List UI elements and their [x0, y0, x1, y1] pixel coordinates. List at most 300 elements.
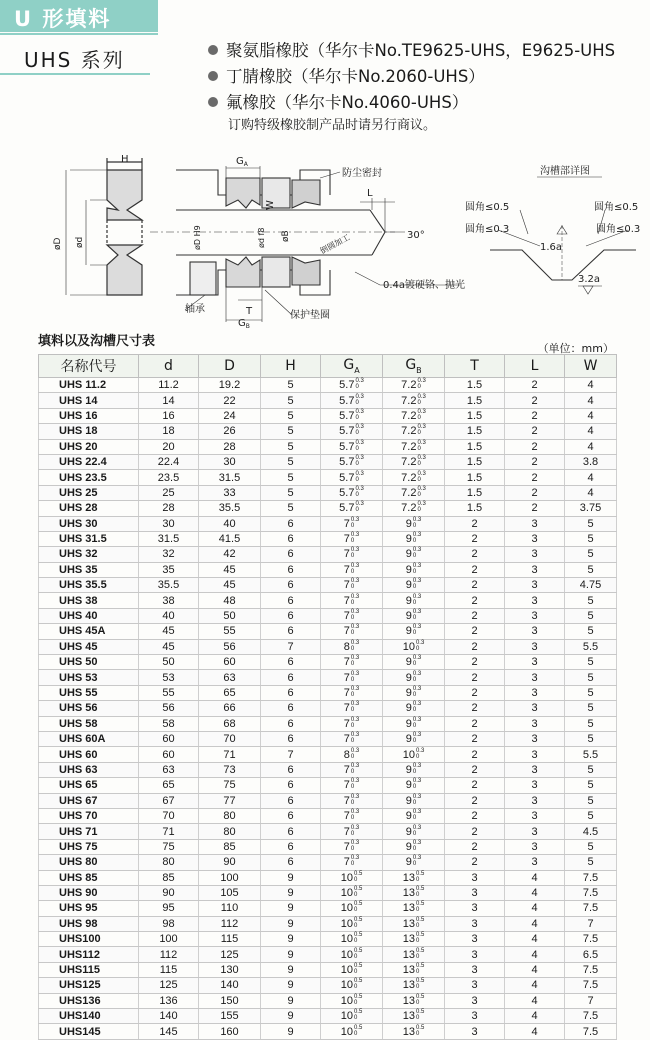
table-cell: 3: [505, 670, 565, 685]
table-cell: 1.5: [445, 378, 505, 393]
table-cell: 24: [199, 408, 261, 423]
table-row: [39, 701, 617, 716]
table-cell: 1.5: [445, 439, 505, 454]
table-cell: 13 0.5 0: [383, 993, 445, 1008]
table-cell: 45: [139, 624, 199, 639]
dim-T: T: [246, 306, 253, 317]
table-cell: 5: [565, 547, 617, 562]
table-cell: 6: [261, 855, 321, 870]
table-row: [39, 655, 617, 670]
table-cell: 3: [445, 916, 505, 931]
table-cell: 60: [139, 731, 199, 746]
table-cell: 7.2 0.3 0: [383, 378, 445, 393]
table-cell: 45: [199, 562, 261, 577]
table-cell: 7.2 0.3 0: [383, 439, 445, 454]
table-cell: 22.4: [139, 454, 199, 469]
table-cell: 3: [505, 655, 565, 670]
table-cell: UHS140: [39, 1009, 139, 1024]
table-cell: 16: [139, 408, 199, 423]
label-angle: 30°: [407, 230, 425, 241]
table-cell: 7 0.3 0: [321, 824, 383, 839]
table-cell: 4: [505, 916, 565, 931]
table-cell: 4: [505, 870, 565, 885]
table-header-row: [39, 355, 617, 378]
table-cell: 3: [505, 808, 565, 823]
dim-GA: $G_A$: [236, 156, 248, 168]
table-cell: 38: [139, 593, 199, 608]
table-cell: 48: [199, 593, 261, 608]
technical-drawing: [0, 150, 650, 330]
table-cell: 2: [445, 593, 505, 608]
table-cell: 3: [505, 731, 565, 746]
dim-phiD: øD: [53, 237, 63, 250]
table-cell: 9 0.3 0: [383, 578, 445, 593]
table-cell: 4: [565, 424, 617, 439]
label-dust-seal: 防尘密封: [342, 168, 382, 179]
table-cell: 1.5: [445, 454, 505, 469]
table-cell: 5.7 0.3 0: [321, 408, 383, 423]
table-cell: 5.7 0.3 0: [321, 454, 383, 469]
table-cell: 2: [445, 731, 505, 746]
column-header: T: [445, 355, 505, 378]
table-cell: 22: [199, 393, 261, 408]
table-cell: 2: [445, 808, 505, 823]
table-cell: 10 0.5 0: [321, 962, 383, 977]
table-cell: 68: [199, 716, 261, 731]
table-cell: 3: [505, 578, 565, 593]
table-cell: 80: [199, 808, 261, 823]
table-cell: 13 0.5 0: [383, 885, 445, 900]
table-cell: 2: [445, 747, 505, 762]
table-cell: 10 0.5 0: [321, 993, 383, 1008]
table-cell: 9: [261, 916, 321, 931]
table-cell: UHS 23.5: [39, 470, 139, 485]
table-cell: UHS 55: [39, 685, 139, 700]
table-cell: 2: [445, 685, 505, 700]
table-cell: 3: [445, 978, 505, 993]
seal-cross-section: [66, 158, 142, 295]
table-cell: 4: [505, 1024, 565, 1039]
table-cell: 5: [565, 778, 617, 793]
table-cell: 9 0.3 0: [383, 778, 445, 793]
table-row: [39, 593, 617, 608]
table-cell: 130: [199, 962, 261, 977]
table-cell: 28: [199, 439, 261, 454]
table-cell: 100: [199, 870, 261, 885]
table-cell: 63: [139, 762, 199, 777]
material-item: 丁腈橡胶（华尔卡No.2060-UHS）: [208, 64, 650, 90]
table-cell: 10 0.5 0: [321, 901, 383, 916]
table-row: [39, 793, 617, 808]
table-cell: UHS 71: [39, 824, 139, 839]
table-cell: 3: [505, 639, 565, 654]
table-cell: UHS100: [39, 932, 139, 947]
table-cell: UHS 63: [39, 762, 139, 777]
table-cell: 7.5: [565, 932, 617, 947]
table-cell: 6: [261, 716, 321, 731]
table-cell: 9 0.3 0: [383, 670, 445, 685]
table-cell: 19.2: [199, 378, 261, 393]
table-cell: 35.5: [199, 501, 261, 516]
table-cell: 70: [139, 808, 199, 823]
table-cell: 9: [261, 932, 321, 947]
table-cell: 7.5: [565, 1024, 617, 1039]
table-cell: 7.2 0.3 0: [383, 408, 445, 423]
table-cell: UHS 32: [39, 547, 139, 562]
table-cell: 10 0.5 0: [321, 978, 383, 993]
label-groove-detail: 沟槽部详图: [540, 166, 590, 177]
table-cell: 2: [445, 839, 505, 854]
label-r03-left: 圆角≤0.3: [465, 224, 510, 235]
table-row: [39, 639, 617, 654]
label-backup-ring: 保护垫圈: [290, 310, 330, 321]
table-cell: UHS 35: [39, 562, 139, 577]
table-cell: 56: [199, 639, 261, 654]
section-tag: [0, 0, 158, 32]
table-cell: 7.2 0.3 0: [383, 454, 445, 469]
column-header: $G_B$: [383, 355, 445, 378]
dimension-table: [38, 354, 617, 1040]
table-row: [39, 1024, 617, 1039]
table-cell: 5: [565, 655, 617, 670]
table-cell: 2: [505, 501, 565, 516]
table-cell: 5.7 0.3 0: [321, 424, 383, 439]
table-cell: 2: [505, 378, 565, 393]
table-cell: 2: [445, 670, 505, 685]
table-cell: 5.5: [565, 639, 617, 654]
table-cell: 85: [139, 870, 199, 885]
table-cell: 3: [445, 870, 505, 885]
table-cell: 2: [445, 516, 505, 531]
table-cell: 7 0.3 0: [321, 762, 383, 777]
table-cell: 42: [199, 547, 261, 562]
table-cell: 10 0.3 0: [383, 639, 445, 654]
table-cell: 6: [261, 701, 321, 716]
table-row: [39, 562, 617, 577]
table-cell: 2: [445, 562, 505, 577]
table-cell: 9 0.3 0: [383, 824, 445, 839]
table-cell: 50: [139, 655, 199, 670]
table-cell: UHS 56: [39, 701, 139, 716]
table-cell: 7 0.3 0: [321, 778, 383, 793]
table-row: [39, 624, 617, 639]
table-cell: UHS 90: [39, 885, 139, 900]
groove-detail: [490, 177, 639, 294]
label-plating: 0.4a镀硬铬、抛光: [383, 280, 466, 291]
table-cell: 9 0.3 0: [383, 655, 445, 670]
table-cell: 2: [445, 547, 505, 562]
table-cell: 110: [199, 901, 261, 916]
table-cell: 28: [139, 501, 199, 516]
table-cell: 5.7 0.3 0: [321, 485, 383, 500]
table-cell: 5: [261, 378, 321, 393]
divider: [0, 73, 150, 75]
table-cell: 2: [505, 485, 565, 500]
table-cell: 30: [199, 454, 261, 469]
table-cell: 65: [199, 685, 261, 700]
table-cell: 5: [565, 624, 617, 639]
table-cell: 60: [199, 655, 261, 670]
table-cell: 5: [261, 470, 321, 485]
table-cell: 3: [445, 962, 505, 977]
table-title: 填料以及沟槽尺寸表: [38, 334, 156, 349]
table-cell: UHS 67: [39, 793, 139, 808]
table-cell: 50: [199, 608, 261, 623]
table-cell: 9 0.3 0: [383, 716, 445, 731]
table-cell: 3: [445, 885, 505, 900]
table-row: [39, 608, 617, 623]
table-cell: 2: [445, 855, 505, 870]
table-cell: 70: [199, 731, 261, 746]
label-chamfer: 倒圆加工: [318, 232, 352, 256]
table-cell: 9 0.3 0: [383, 793, 445, 808]
table-cell: 125: [199, 947, 261, 962]
table-cell: 3: [445, 932, 505, 947]
table-cell: 7.5: [565, 885, 617, 900]
table-cell: UHS 14: [39, 393, 139, 408]
table-cell: UHS 28: [39, 501, 139, 516]
table-cell: UHS 40: [39, 608, 139, 623]
table-cell: 10 0.5 0: [321, 870, 383, 885]
table-cell: 4: [565, 485, 617, 500]
table-row: [39, 839, 617, 854]
label-roughness-2: 3.2a: [578, 274, 601, 285]
table-cell: 5: [261, 485, 321, 500]
table-cell: 7 0.3 0: [321, 731, 383, 746]
label-r05-left: 圆角≤0.5: [465, 202, 510, 213]
bullet-icon: [208, 71, 218, 81]
table-cell: 4: [565, 378, 617, 393]
table-cell: 20: [139, 439, 199, 454]
table-cell: 3: [505, 562, 565, 577]
table-cell: 13 0.5 0: [383, 1024, 445, 1039]
table-cell: 14: [139, 393, 199, 408]
table-row: [39, 762, 617, 777]
table-cell: 6: [261, 624, 321, 639]
table-cell: 80: [199, 824, 261, 839]
table-cell: UHS 25: [39, 485, 139, 500]
table-cell: 2: [445, 639, 505, 654]
table-cell: 3: [505, 516, 565, 531]
table-cell: 6: [261, 670, 321, 685]
table-cell: 9: [261, 870, 321, 885]
table-cell: 13 0.5 0: [383, 916, 445, 931]
table-cell: 85: [199, 839, 261, 854]
table-cell: 4: [505, 947, 565, 962]
dim-H: H: [121, 154, 129, 165]
table-cell: 3: [505, 855, 565, 870]
table-cell: 115: [139, 962, 199, 977]
table-cell: 5: [565, 808, 617, 823]
dim-L: L: [367, 188, 373, 199]
table-cell: 7 0.3 0: [321, 593, 383, 608]
table-cell: 63: [199, 670, 261, 685]
column-header: W: [565, 355, 617, 378]
table-cell: 5: [565, 670, 617, 685]
table-cell: 6.5: [565, 947, 617, 962]
table-cell: 10 0.5 0: [321, 947, 383, 962]
table-cell: 35: [139, 562, 199, 577]
table-cell: 3: [505, 716, 565, 731]
table-cell: 9: [261, 1009, 321, 1024]
table-row: [39, 901, 617, 916]
table-row: [39, 916, 617, 931]
table-cell: UHS136: [39, 993, 139, 1008]
table-cell: 7 0.3 0: [321, 716, 383, 731]
table-cell: 6: [261, 793, 321, 808]
divider: [0, 33, 158, 35]
table-cell: 5.7 0.3 0: [321, 439, 383, 454]
table-row: [39, 578, 617, 593]
table-cell: 4: [565, 470, 617, 485]
label-roughness-1: 1.6a: [540, 242, 563, 253]
table-cell: UHS 58: [39, 716, 139, 731]
table-cell: 6: [261, 608, 321, 623]
table-cell: 13 0.5 0: [383, 932, 445, 947]
table-cell: 5: [565, 839, 617, 854]
table-cell: 4.75: [565, 578, 617, 593]
table-cell: UHS 53: [39, 670, 139, 685]
table-cell: 7 0.3 0: [321, 562, 383, 577]
table-cell: 4: [565, 408, 617, 423]
column-header: H: [261, 355, 321, 378]
table-row: [39, 408, 617, 423]
table-cell: 155: [199, 1009, 261, 1024]
table-cell: 4: [505, 901, 565, 916]
table-cell: 7.2 0.3 0: [383, 485, 445, 500]
table-cell: UHS 35.5: [39, 578, 139, 593]
table-cell: 35.5: [139, 578, 199, 593]
column-header: D: [199, 355, 261, 378]
table-cell: 3: [445, 1024, 505, 1039]
table-cell: UHS 75: [39, 839, 139, 854]
table-cell: UHS 65: [39, 778, 139, 793]
table-cell: 6: [261, 578, 321, 593]
table-cell: 10 0.5 0: [321, 916, 383, 931]
table-cell: 2: [445, 531, 505, 546]
table-cell: 2: [505, 454, 565, 469]
table-cell: 4: [565, 393, 617, 408]
table-cell: 9: [261, 993, 321, 1008]
table-cell: 112: [139, 947, 199, 962]
table-cell: 6: [261, 839, 321, 854]
table-cell: 55: [199, 624, 261, 639]
table-cell: 2: [505, 470, 565, 485]
table-row: [39, 1009, 617, 1024]
table-row: [39, 885, 617, 900]
table-cell: 25: [139, 485, 199, 500]
table-cell: 41.5: [199, 531, 261, 546]
table-cell: 6: [261, 655, 321, 670]
table-cell: 5: [565, 608, 617, 623]
table-cell: 7.5: [565, 870, 617, 885]
table-cell: 56: [139, 701, 199, 716]
table-body: [39, 378, 617, 1040]
dim-GB: $G_B$: [238, 318, 250, 330]
table-cell: 8 0.3 0: [321, 639, 383, 654]
label-r03-right: 圆角≤0.3: [596, 224, 641, 235]
table-cell: 13 0.5 0: [383, 947, 445, 962]
table-cell: 6: [261, 731, 321, 746]
table-cell: 7: [565, 916, 617, 931]
table-cell: 6: [261, 562, 321, 577]
table-cell: 160: [199, 1024, 261, 1039]
table-cell: 2: [445, 824, 505, 839]
table-cell: 9 0.3 0: [383, 608, 445, 623]
table-cell: UHS145: [39, 1024, 139, 1039]
table-cell: 4: [505, 932, 565, 947]
table-row: [39, 485, 617, 500]
table-cell: 4: [505, 962, 565, 977]
table-cell: 4: [505, 993, 565, 1008]
table-cell: 3: [505, 701, 565, 716]
table-cell: 5.7 0.3 0: [321, 378, 383, 393]
table-row: [39, 470, 617, 485]
table-row: [39, 516, 617, 531]
table-cell: UHS 31.5: [39, 531, 139, 546]
table-cell: 112: [199, 916, 261, 931]
table-cell: 7 0.3 0: [321, 608, 383, 623]
table-row: [39, 501, 617, 516]
table-cell: 100: [139, 932, 199, 947]
table-cell: UHS 85: [39, 870, 139, 885]
table-cell: 6: [261, 808, 321, 823]
table-cell: 5: [261, 424, 321, 439]
table-cell: 2: [445, 701, 505, 716]
table-cell: 9 0.3 0: [383, 855, 445, 870]
table-cell: 3: [505, 624, 565, 639]
table-cell: 6: [261, 778, 321, 793]
table-cell: 5: [261, 439, 321, 454]
table-cell: 90: [139, 885, 199, 900]
table-cell: 9 0.3 0: [383, 701, 445, 716]
table-cell: 7 0.3 0: [321, 685, 383, 700]
table-cell: 5: [565, 855, 617, 870]
table-cell: 9 0.3 0: [383, 593, 445, 608]
table-cell: 3: [505, 685, 565, 700]
table-cell: 9 0.3 0: [383, 762, 445, 777]
table-cell: 40: [199, 516, 261, 531]
table-cell: UHS 18: [39, 424, 139, 439]
table-cell: UHS 22.4: [39, 454, 139, 469]
table-cell: 7.5: [565, 978, 617, 993]
table-row: [39, 547, 617, 562]
table-row: [39, 670, 617, 685]
dim-W: W: [265, 200, 276, 210]
table-cell: UHS 98: [39, 916, 139, 931]
table-cell: 9 0.3 0: [383, 516, 445, 531]
bullet-icon: [208, 45, 218, 55]
table-cell: 7 0.3 0: [321, 855, 383, 870]
table-cell: 71: [199, 747, 261, 762]
table-cell: 2: [505, 424, 565, 439]
table-row: [39, 378, 617, 393]
table-cell: 7: [261, 747, 321, 762]
table-cell: UHS 70: [39, 808, 139, 823]
table-cell: 4: [505, 978, 565, 993]
material-item: 聚氨脂橡胶（华尔卡No.TE9625-UHS，E9625-UHS: [208, 38, 650, 64]
table-cell: 9 0.3 0: [383, 531, 445, 546]
table-cell: UHS 45: [39, 639, 139, 654]
table-cell: 5: [261, 393, 321, 408]
table-cell: 2: [445, 716, 505, 731]
table-cell: 73: [199, 762, 261, 777]
table-cell: 60: [139, 747, 199, 762]
table-cell: 136: [139, 993, 199, 1008]
table-row: [39, 393, 617, 408]
table-cell: 2: [445, 793, 505, 808]
table-cell: 7.5: [565, 962, 617, 977]
